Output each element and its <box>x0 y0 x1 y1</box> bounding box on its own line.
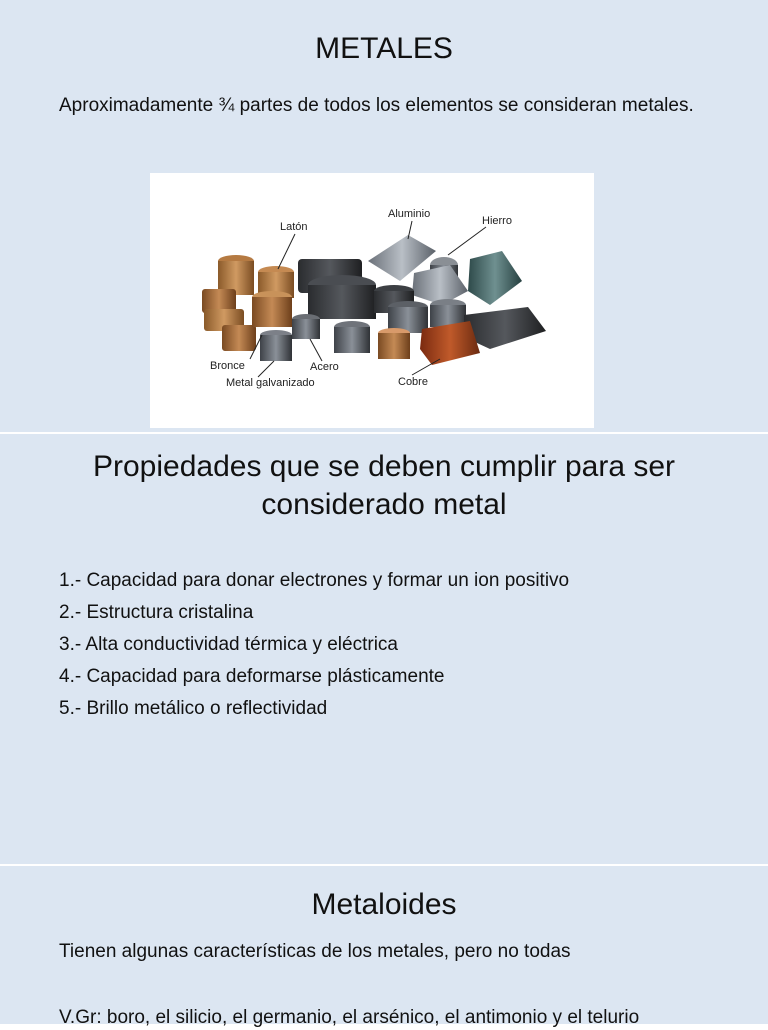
slide-body-text-examples: V.Gr: boro, el silicio, el germanio, el arsénico, el antimonio y el telurio <box>59 1007 640 1028</box>
galvanized-cylinder <box>260 335 292 361</box>
iron-chunk <box>468 251 522 305</box>
properties-list <box>59 565 569 725</box>
slide-body-text: Tienen algunas características de los metales, pero no todas <box>59 941 571 962</box>
slide-title: Metaloides <box>311 888 457 921</box>
slide-body-text: Aproximadamente ¾ partes de todos los elementos se consideran metales. <box>59 95 694 116</box>
label-laton: Latón <box>280 221 308 233</box>
label-hierro: Hierro <box>482 215 512 227</box>
metal-samples-illustration <box>150 173 594 428</box>
bronze-piece-3 <box>222 325 256 351</box>
dark-disc <box>308 285 376 319</box>
list-item: 4.- Capacidad para deformarse plásticamente <box>59 666 445 687</box>
label-bronce: Bronce <box>210 360 245 372</box>
slide-title: METALES <box>315 32 453 65</box>
copper-small-cylinder <box>378 333 410 359</box>
aluminium-block <box>412 265 468 305</box>
label-aluminio: Aluminio <box>388 208 431 220</box>
slide-metales <box>0 0 768 432</box>
label-acero: Acero <box>310 361 339 373</box>
list-item: 3.- Alta conductividad térmica y eléctrica <box>59 634 398 655</box>
list-item: 1.- Capacidad para donar electrones y formar un ion positivo <box>59 570 570 591</box>
steel-cylinder-small <box>292 319 320 339</box>
copper-cylinder <box>252 297 292 327</box>
metal-samples-image <box>150 173 594 428</box>
label-metal-galvanizado: Metal galvanizado <box>226 377 315 389</box>
slide-propiedades <box>0 434 768 864</box>
list-item: 5.- Brillo metálico o reflectividad <box>59 698 328 719</box>
red-copper-block <box>420 321 480 365</box>
list-item: 2.- Estructura cristalina <box>59 602 254 623</box>
label-cobre: Cobre <box>398 376 428 388</box>
acero-cylinder <box>334 327 370 353</box>
slide-metaloides <box>0 866 768 1028</box>
slide-title: Propiedades que se deben cumplir para ser considerado metal <box>92 450 676 521</box>
